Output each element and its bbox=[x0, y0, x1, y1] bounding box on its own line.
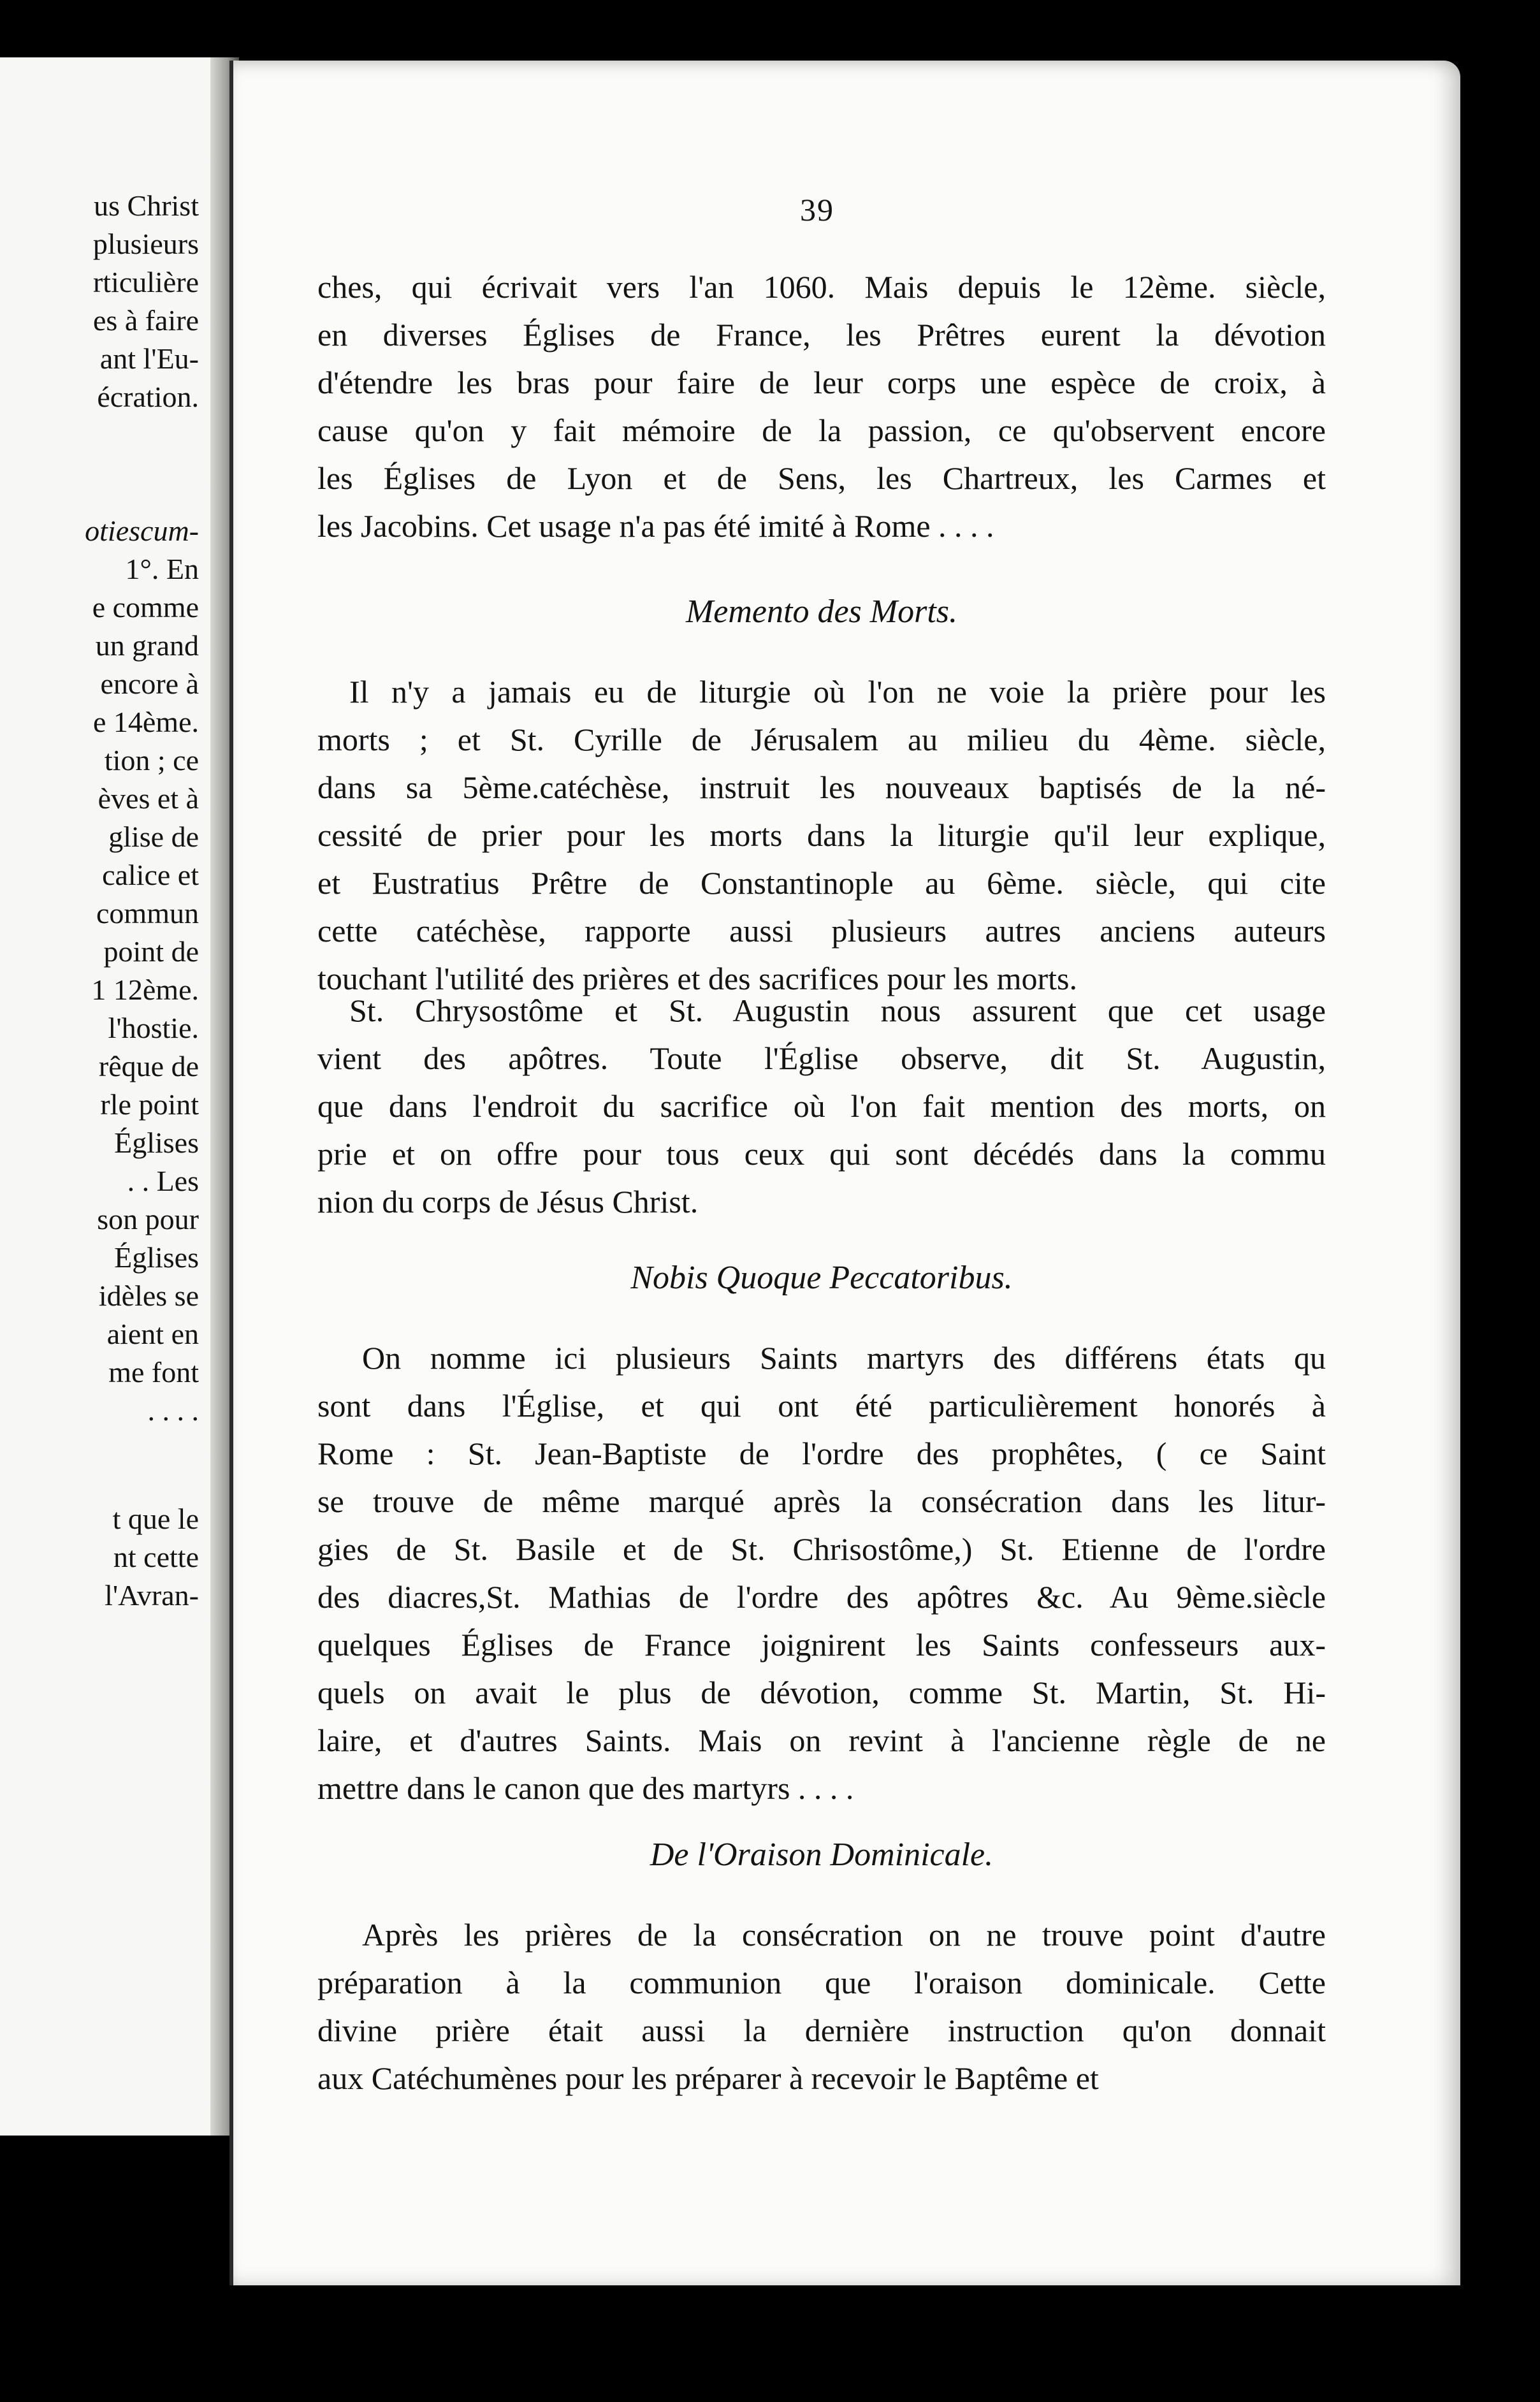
left-page-line: point de bbox=[103, 935, 199, 968]
body-text-line: des diacres,St. Mathias de l'ordre des apôtres &c. Au 9ème.siècle bbox=[317, 1579, 1326, 1615]
left-page-line: son pour bbox=[97, 1203, 199, 1235]
left-page-line: e comme bbox=[92, 591, 199, 623]
body-text-line: cause qu'on y fait mémoire de la passion, ce qu'observent encore bbox=[317, 412, 1326, 448]
body-text-line: les Églises de Lyon et de Sens, les Chartreux, les Carmes et bbox=[317, 460, 1326, 496]
left-page-line: commun bbox=[96, 897, 199, 929]
left-page-line: Églises bbox=[114, 1241, 199, 1274]
left-page-line: rle point bbox=[100, 1088, 199, 1121]
left-page-line: rêque de bbox=[98, 1050, 199, 1082]
body-text-line: dans sa 5ème.catéchèse, instruit les nouveaux baptisés de la né- bbox=[317, 769, 1326, 805]
body-text-line: d'étendre les bras pour faire de leur corps une espèce de croix, à bbox=[317, 365, 1326, 400]
body-text-line: aux Catéchumènes pour les préparer à recevoir le Baptême et bbox=[317, 2060, 1099, 2096]
left-page-line: t que le bbox=[112, 1503, 199, 1535]
left-page-line: me font bbox=[108, 1356, 199, 1388]
left-page-line: tion ; ce bbox=[104, 744, 199, 776]
body-text-line: divine prière était aussi la dernière instruction qu'on donnait bbox=[317, 2013, 1326, 2048]
left-page-line: us Christ bbox=[94, 189, 199, 222]
section-heading: Memento des Morts. bbox=[685, 593, 958, 630]
left-page-line: encore à bbox=[100, 667, 199, 700]
body-text-line: et Eustratius Prêtre de Constantinople au 6ème. siècle, qui cite bbox=[317, 865, 1326, 901]
left-page-line: l'Avran- bbox=[105, 1579, 199, 1612]
body-text-line: Après les prières de la consécration on ne trouve point d'autre bbox=[362, 1917, 1326, 1953]
body-text-line: gies de St. Basile et de St. Chrisostôme,) St. Etienne de l'ordre bbox=[317, 1531, 1326, 1567]
body-text-line: nion du corps de Jésus Christ. bbox=[317, 1184, 699, 1219]
left-page-line: 1°. En bbox=[125, 553, 199, 585]
body-text-line: se trouve de même marqué après la consécration dans les litur- bbox=[317, 1483, 1326, 1519]
left-page-line: plusieurs bbox=[92, 228, 199, 260]
body-text-line: en diverses Églises de France, les Prêtres eurent la dévotion bbox=[317, 317, 1326, 353]
body-text-line: sont dans l'Église, et qui ont été particulièrement honorés à bbox=[317, 1388, 1326, 1423]
body-text-line: Rome : St. Jean-Baptiste de l'ordre des prophêtes, ( ce Saint bbox=[317, 1436, 1326, 1471]
left-page-line: un grand bbox=[95, 629, 199, 662]
body-text-line: vient des apôtres. Toute l'Église observe, dit St. Augustin, bbox=[317, 1040, 1326, 1076]
body-text-line: morts ; et St. Cyrille de Jérusalem au milieu du 4ème. siècle, bbox=[317, 722, 1326, 757]
body-text-line: quelques Églises de France joignirent les Saints confesseurs aux- bbox=[317, 1627, 1326, 1663]
body-text-line: quels on avait le plus de dévotion, comme St. Martin, St. Hi- bbox=[317, 1675, 1326, 1710]
left-page-line: e 14ème. bbox=[92, 706, 199, 738]
left-page-line: écration. bbox=[97, 381, 199, 413]
left-page-line: . . . . bbox=[147, 1394, 199, 1427]
body-text-line: Il n'y a jamais eu de liturgie où l'on ne voie la prière pour les bbox=[349, 674, 1326, 710]
body-text-line: mettre dans le canon que des martyrs . . . . bbox=[317, 1770, 854, 1806]
body-text-line: St. Chrysostôme et St. Augustin nous assurent que cet usage bbox=[349, 993, 1326, 1028]
left-page-line: l'hostie. bbox=[108, 1012, 199, 1044]
left-page-line: nt cette bbox=[113, 1541, 199, 1573]
body-text-line: préparation à la communion que l'oraison dominicale. Cette bbox=[317, 1965, 1326, 2000]
left-facing-page bbox=[0, 57, 210, 2136]
body-text-line: laire, et d'autres Saints. Mais on revint à l'ancienne règle de ne bbox=[317, 1722, 1326, 1758]
page-number: 39 bbox=[800, 192, 834, 228]
body-text-line: touchant l'utilité des prières et des sacrifices pour les morts. bbox=[317, 961, 1077, 996]
body-text-line: les Jacobins. Cet usage n'a pas été imité à Rome . . . . bbox=[317, 508, 994, 544]
left-page-line: ant l'Eu- bbox=[99, 342, 199, 375]
left-page-line: glise de bbox=[108, 820, 199, 853]
body-text-line: cessité de prier pour les morts dans la liturgie qu'il leur explique, bbox=[317, 817, 1326, 853]
body-text-line: ches, qui écrivait vers l'an 1060. Mais depuis le 12ème. siècle, bbox=[317, 269, 1326, 305]
left-page-line: calice et bbox=[102, 859, 199, 891]
section-heading: Nobis Quoque Peccatoribus. bbox=[630, 1260, 1013, 1296]
left-page-line: idèles se bbox=[98, 1279, 199, 1312]
left-page-line: . . Les bbox=[127, 1165, 199, 1197]
body-text-line: cette catéchèse, rapporte aussi plusieurs autres anciens auteurs bbox=[317, 913, 1326, 949]
left-page-line: èves et à bbox=[98, 782, 199, 815]
left-page-line: rticulière bbox=[92, 266, 199, 298]
left-page-line: es à faire bbox=[93, 304, 199, 337]
body-text-line: On nomme ici plusieurs Saints martyrs des différens états qu bbox=[362, 1340, 1326, 1376]
section-heading: De l'Oraison Dominicale. bbox=[650, 1837, 994, 1873]
left-page-line: aient en bbox=[106, 1318, 199, 1350]
left-page-line: Églises bbox=[114, 1126, 199, 1159]
left-page-line: 1 12ème. bbox=[91, 973, 199, 1006]
body-text-line: que dans l'endroit du sacrifice où l'on fait mention des morts, on bbox=[317, 1088, 1326, 1124]
left-page-line: otiescum- bbox=[85, 514, 199, 547]
body-text-line: prie et on offre pour tous ceux qui sont décédés dans la commu bbox=[317, 1136, 1326, 1172]
